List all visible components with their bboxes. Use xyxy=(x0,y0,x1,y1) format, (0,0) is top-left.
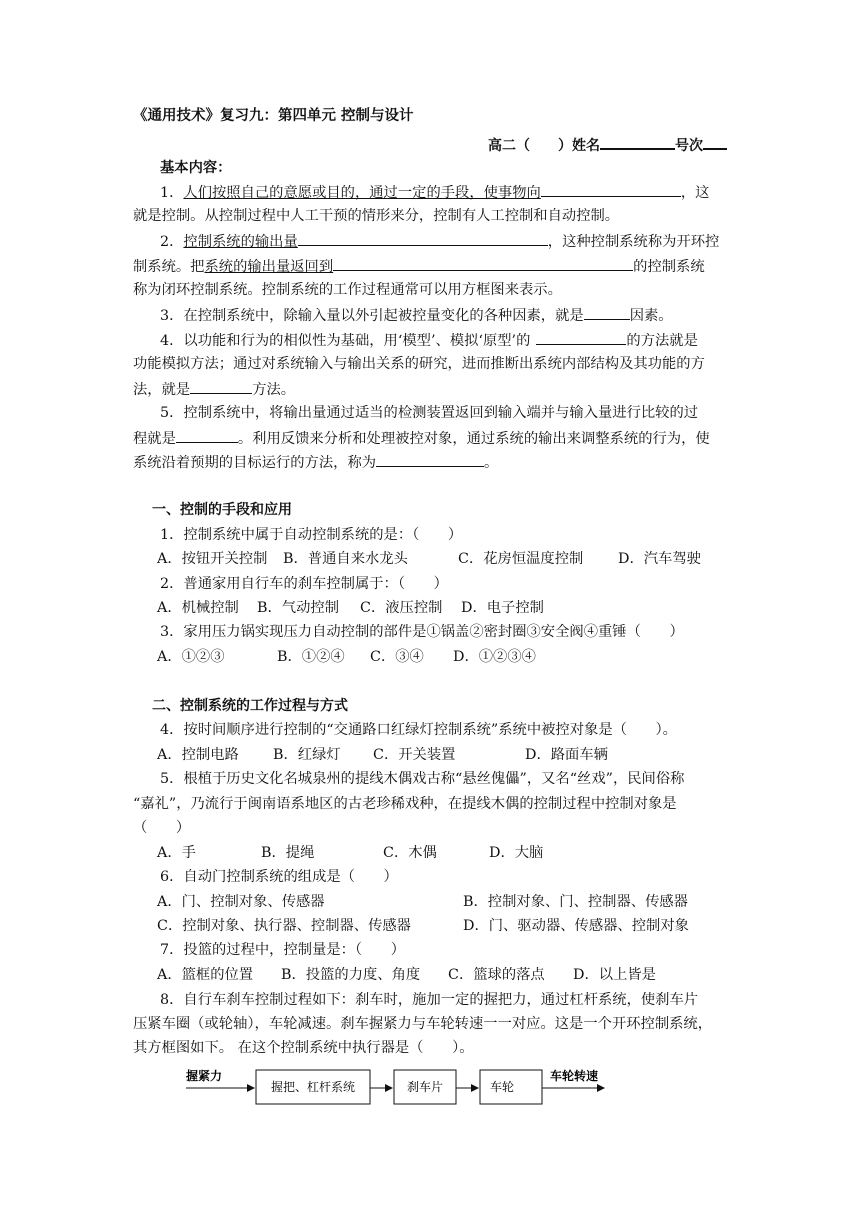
box-grip-lever-label: 握把、杠杆系统 xyxy=(270,1080,356,1094)
question-7: 7．投篮的过程中，控制量是：（ ） xyxy=(160,942,405,958)
basic-item-5-line-1: 5．控制系统中，将输出量通过适当的检测装置返回到输入端并与输入量进行比较的过 xyxy=(160,405,699,421)
option[interactable]: C．液压控制 xyxy=(360,600,443,616)
question-8-line-2: 压紧车圈（或轮轴），车轮减速。刹车握紧力与车轮转速一一对应。这是一个开环控制系统， xyxy=(133,1016,713,1032)
option[interactable]: D．汽车驾驶 xyxy=(618,551,701,567)
box-brake-pad-label: 刹车片 xyxy=(406,1080,444,1094)
section-2-heading: 二、控制系统的工作过程与方式 xyxy=(152,698,348,714)
basic-item-3: 3．在控制系统中，除输入量以外引起被控量变化的各种因素，就是 因素。 xyxy=(160,305,673,326)
option[interactable]: D．大脑 xyxy=(489,845,544,861)
option[interactable]: A．按钮开关控制 xyxy=(157,551,268,567)
question-1: 1．控制系统中属于自动控制系统的是：（ ） xyxy=(160,527,463,543)
question-3: 3．家用压力锅实现压力自动控制的部件是①锅盖②密封圈③安全阀④重锤（ ） xyxy=(160,624,684,640)
option[interactable]: D．路面车辆 xyxy=(525,747,608,763)
option[interactable]: B．控制对象、门、控制器、传感器 xyxy=(463,894,688,910)
option[interactable]: B．投篮的力度、角度 xyxy=(281,967,421,983)
student-info-line xyxy=(488,134,727,156)
basic-item-1-line-1: 1．人们按照自己的意愿或目的，通过一定的手段，使事物向 ，这 xyxy=(160,182,709,203)
option[interactable]: A．机械控制 xyxy=(157,600,239,616)
question-6: 6．自动门控制系统的组成是（ ） xyxy=(160,869,398,885)
option[interactable]: D．门、驱动器、传感器、控制对象 xyxy=(463,918,689,934)
option[interactable]: B．①②④ xyxy=(277,649,345,665)
question-2: 2．普通家用自行车的刹车控制属于：（ ） xyxy=(160,576,448,592)
basic-item-5-line-3: 系统沿着预期的目标运行的方法，称为 。 xyxy=(133,452,498,473)
option[interactable]: B．气动控制 xyxy=(257,600,339,616)
option[interactable]: B．红绿灯 xyxy=(273,747,341,763)
option[interactable]: B．提绳 xyxy=(261,845,315,861)
fill-blank[interactable] xyxy=(536,330,626,345)
fill-blank[interactable] xyxy=(190,379,252,394)
option[interactable]: D．以上皆是 xyxy=(573,967,656,983)
option[interactable]: D．电子控制 xyxy=(461,600,544,616)
fill-blank[interactable] xyxy=(298,231,548,246)
output-label: 车轮转速 xyxy=(550,1069,599,1083)
question-5-line-3: （ ） xyxy=(133,820,191,836)
section-1-heading: 一、控制的手段和应用 xyxy=(152,502,292,518)
basic-item-1-line-2: 就是控制。从控制过程中人工干预的情形来分，控制有人工控制和自动控制。 xyxy=(133,208,620,224)
number-blank[interactable] xyxy=(703,134,727,150)
option[interactable]: D．①②③④ xyxy=(453,649,536,665)
question-5-line-2: “嘉礼”，乃流行于闽南语系地区的古老珍稀戏种，在提线木偶的控制过程中控制对象是 xyxy=(133,796,677,812)
name-blank[interactable] xyxy=(600,134,675,150)
document-title: 《通用技术》复习九：第四单元 控制与设计 xyxy=(133,108,414,124)
fill-blank[interactable] xyxy=(541,182,681,197)
fill-blank[interactable] xyxy=(376,452,484,467)
basic-item-2-line-1: 2．控制系统的输出量 ，这种控制系统称为开环控 xyxy=(160,231,719,252)
fill-blank[interactable] xyxy=(584,305,630,320)
class-name-label: 高二（ ）姓名 xyxy=(488,138,600,154)
option[interactable]: C．花房恒温度控制 xyxy=(458,551,584,567)
input-label: 握紧力 xyxy=(186,1069,223,1083)
question-5-line-1: 5．根植于历史文化名城泉州的提线木偶戏古称“悬丝傀儡”，又名“丝戏”，民间俗称 xyxy=(160,771,685,787)
option[interactable]: C．篮球的落点 xyxy=(448,967,545,983)
fill-blank[interactable] xyxy=(333,256,633,271)
option[interactable]: A．篮框的位置 xyxy=(157,967,254,983)
basic-item-2-line-3: 称为闭环控制系统。控制系统的工作过程通常可以用方框图来表示。 xyxy=(133,282,562,298)
basic-item-5-line-2: 程就是 。利用反馈来分析和处理被控对象，通过系统的输出来调整系统的行为，使 xyxy=(133,428,710,449)
basic-item-4-line-1: 4．以功能和行为的相似性为基础，用‘模型’、模拟‘原型’的 的方法就是 xyxy=(160,330,698,351)
option[interactable]: A．控制电路 xyxy=(157,747,239,763)
option[interactable]: A．手 xyxy=(157,845,196,861)
basic-item-4-line-2: 功能模拟方法；通过对系统输入与输出关系的研究，进而推断出系统内部结构及其功能的方 xyxy=(133,356,705,372)
option[interactable]: C．木偶 xyxy=(383,845,437,861)
brake-block-diagram xyxy=(184,1060,624,1110)
option[interactable]: B．普通自来水龙头 xyxy=(283,551,408,567)
fill-blank[interactable] xyxy=(176,428,238,443)
option[interactable]: A．门、控制对象、传感器 xyxy=(157,894,325,910)
option[interactable]: C．开关装置 xyxy=(373,747,456,763)
question-8-line-1: 8．自行车刹车控制过程如下：刹车时，施加一定的握把力，通过杠杆系统，使刹车片 xyxy=(160,992,699,1008)
box-wheel-label: 车轮 xyxy=(489,1080,515,1094)
basic-item-2-line-2: 制系统。把系统的输出量返回到 的控制系统 xyxy=(133,256,705,277)
question-8-line-3: 其方框图如下。 在这个控制系统中执行器是（ ）。 xyxy=(133,1040,474,1056)
option[interactable]: A．①②③ xyxy=(157,649,225,665)
basic-content-heading: 基本内容： xyxy=(160,160,232,176)
option[interactable]: C．控制对象、执行器、控制器、传感器 xyxy=(157,918,411,934)
basic-item-4-line-3: 法，就是 方法。 xyxy=(133,379,295,400)
question-4: 4．按时间顺序进行控制的“交通路口红绿灯控制系统”系统中被控对象是（ ）。 xyxy=(160,722,677,738)
option[interactable]: C．③④ xyxy=(370,649,424,665)
number-label: 号次 xyxy=(675,138,703,154)
